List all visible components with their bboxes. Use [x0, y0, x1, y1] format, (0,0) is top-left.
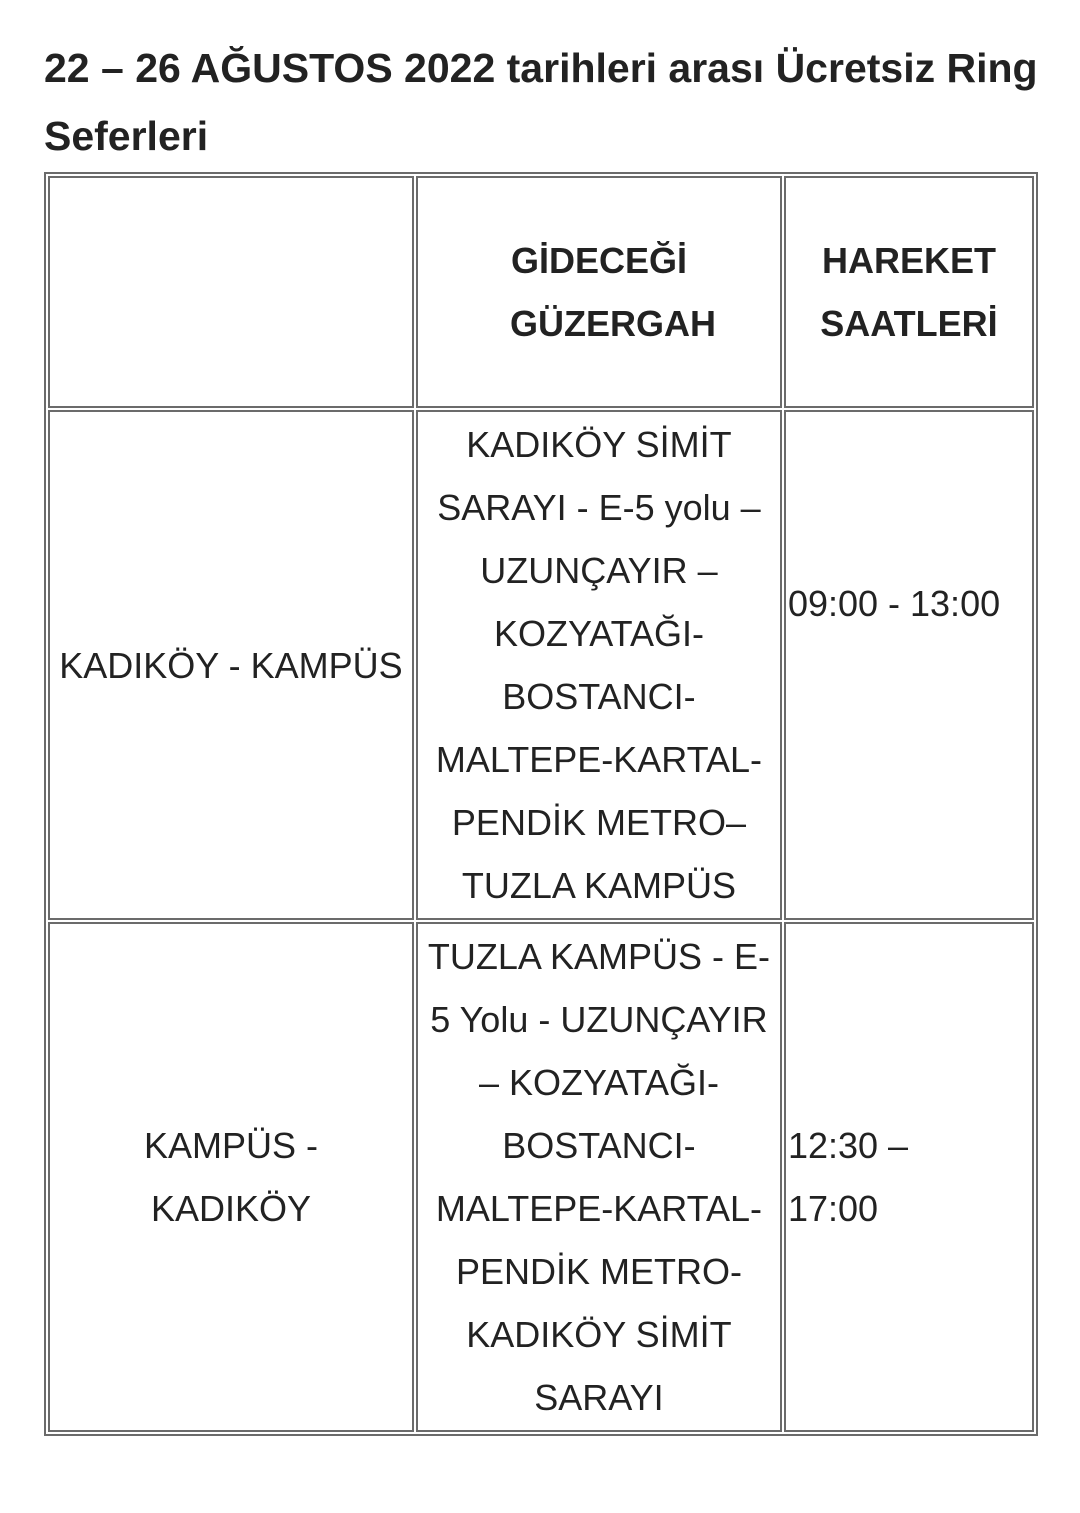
route-path-text: TUZLA KAMPÜS - E-5 Yolu - UZUNÇAYIR – KOZYATAĞI- BOSTANCI- MALTEPE-KARTAL- PENDİK METRO- KADIKÖY SİMİT SARAYI [427, 936, 770, 1418]
header-route-name [48, 176, 414, 408]
departure-times-text: 12:30 – 17:00 [787, 1125, 909, 1229]
header-route-path-label: GİDECEĞİ GÜZERGAH [509, 240, 716, 344]
page-title: 22 – 26 AĞUSTOS 2022 tarihleri arası Ücretsiz Ring Seferleri [44, 45, 1038, 159]
header-times-label: HAREKET SAATLERİ [820, 240, 998, 344]
route-path-cell [416, 922, 782, 1432]
table-header-row [48, 176, 1034, 408]
route-name-cell: KADIKÖY - KAMPÜS [48, 410, 414, 920]
departure-times-cell [784, 922, 1034, 1432]
table-row [48, 922, 1034, 1432]
table-row [48, 410, 1034, 920]
route-name-text: KAMPÜS - KADIKÖY [143, 1125, 318, 1229]
departure-times-cell: 09:00 - 13:00 [784, 410, 1034, 920]
route-path-cell [416, 410, 782, 920]
route-name-cell [48, 922, 414, 1432]
header-times [784, 176, 1034, 408]
route-path-text: KADIKÖY SİMİT SARAYI - E-5 yolu – UZUNÇAYIR – KOZYATAĞI- BOSTANCI- MALTEPE-KARTAL- PENDİK METRO– TUZLA KAMPÜS [435, 424, 762, 906]
ring-schedule-table [44, 172, 1038, 1436]
header-route-path [416, 176, 782, 408]
